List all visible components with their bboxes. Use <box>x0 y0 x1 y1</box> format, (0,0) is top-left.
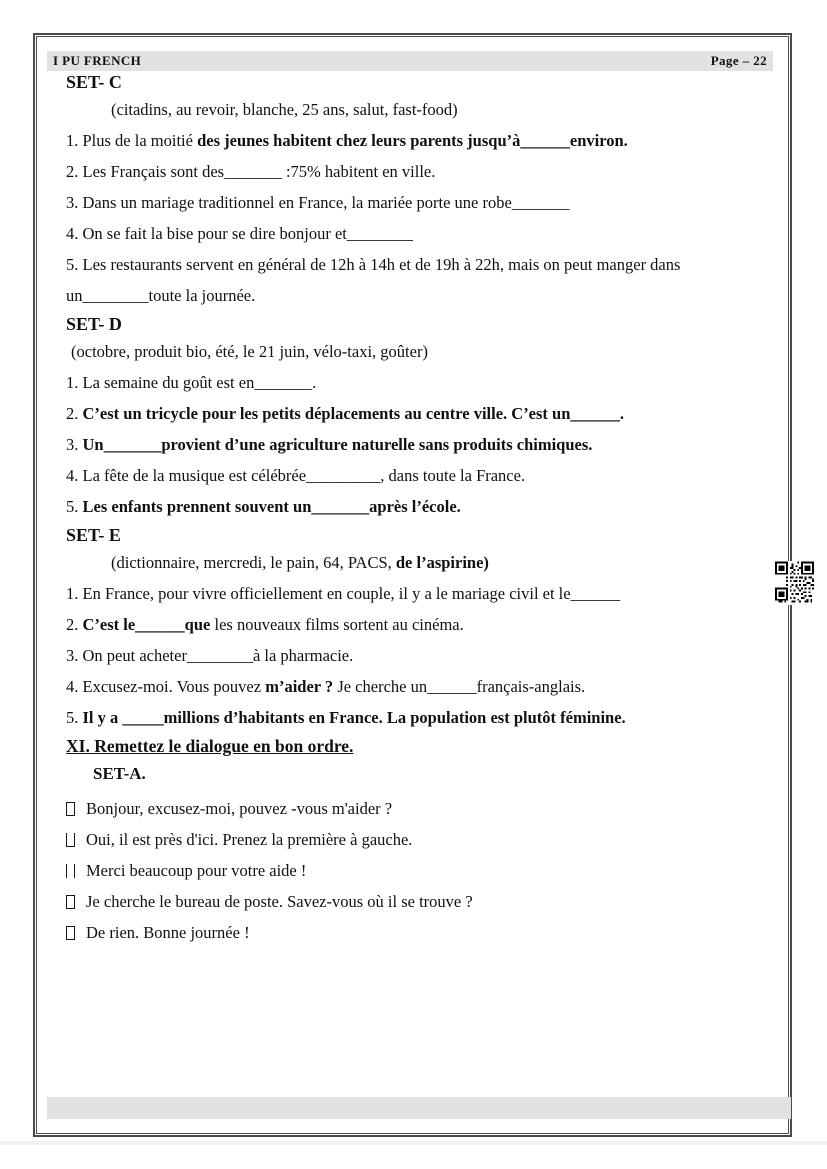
page-header <box>47 51 773 71</box>
dialogue-list <box>66 794 760 948</box>
header-course-title: I PU FRENCH <box>53 53 142 68</box>
qr-code-icon <box>775 561 814 605</box>
empty-checkbox-icon <box>66 895 75 909</box>
set-a-subtitle: SET-A. <box>93 764 146 783</box>
set-e-item-1: 1. En France, pour vivre officiellement en couple, il y a le mariage civil et le______ <box>66 584 621 603</box>
empty-checkbox-icon <box>66 926 75 940</box>
set-c-item-4: 4. On se fait la bise pour se dire bonjour et________ <box>66 224 413 243</box>
header-page-number: Page – 22 <box>710 53 767 68</box>
page-footer-bar <box>47 1097 791 1119</box>
page-border-inner <box>36 36 789 1134</box>
set-e-item-5: 5. Il y a _____millions d’habitants en France. La population est plutôt féminine. <box>66 708 626 727</box>
set-c-word-bank: (citadins, au revoir, blanche, 25 ans, salut, fast-food) <box>111 100 458 119</box>
set-c-item-5-line-2: un________toute la journée. <box>66 286 256 305</box>
set-d-word-bank: (octobre, produit bio, été, le 21 juin, vélo-taxi, goûter) <box>71 342 428 361</box>
set-c-title: SET- C <box>66 72 122 92</box>
empty-checkbox-icon <box>66 802 75 816</box>
set-d-title: SET- D <box>66 314 122 334</box>
dialogue-item: Merci beaucoup pour votre aide ! <box>66 856 760 886</box>
page-edge-shadow <box>0 1141 827 1145</box>
dialogue-item: Bonjour, excusez-moi, pouvez -vous m'aider ? <box>66 794 760 824</box>
set-e-item-3: 3. On peut acheter________à la pharmacie. <box>66 646 354 665</box>
set-d-item-4: 4. La fête de la musique est célébrée_________, dans toute la France. <box>66 466 526 485</box>
set-d-item-5: 5. Les enfants prennent souvent un_______après l’école. <box>66 497 461 516</box>
set-e-title: SET- E <box>66 525 121 545</box>
set-c-item-5-line-1: 5. Les restaurants servent en général de 12h à 14h et de 19h à 22h, mais on peut manger dans <box>66 255 681 274</box>
set-d-item-3: 3. Un_______provient d’une agriculture naturelle sans produits chimiques. <box>66 435 593 454</box>
page-content <box>66 70 760 949</box>
dialogue-item: Oui, il est près d'ici. Prenez la première à gauche. <box>66 825 760 855</box>
dialogue-item: De rien. Bonne journée ! <box>66 918 760 948</box>
set-e-item-2: 2. C’est le______que les nouveaux films sortent au cinéma. <box>66 615 464 634</box>
set-d-item-1: 1. La semaine du goût est en_______. <box>66 373 317 392</box>
section-xi-title: XI. Remettez le dialogue en bon ordre. <box>66 736 354 756</box>
set-c-item-3: 3. Dans un mariage traditionnel en France, la mariée porte une robe_______ <box>66 193 570 212</box>
set-c-item-1: 1. Plus de la moitié des jeunes habitent chez leurs parents jusqu’à______environ. <box>66 131 628 150</box>
set-d-item-2: 2. C’est un tricycle pour les petits déplacements au centre ville. C’est un______. <box>66 404 625 423</box>
set-e-item-4: 4. Excusez-moi. Vous pouvez m’aider ? Je cherche un______français-anglais. <box>66 677 586 696</box>
empty-checkbox-icon <box>66 864 75 878</box>
set-e-word-bank: (dictionnaire, mercredi, le pain, 64, PACS, de l’aspirine) <box>111 553 489 572</box>
dialogue-item: Je cherche le bureau de poste. Savez-vous où il se trouve ? <box>66 887 760 917</box>
set-c-item-2: 2. Les Français sont des_______ :75% habitent en ville. <box>66 162 436 181</box>
page-border <box>33 33 792 1137</box>
empty-checkbox-icon <box>66 833 75 847</box>
